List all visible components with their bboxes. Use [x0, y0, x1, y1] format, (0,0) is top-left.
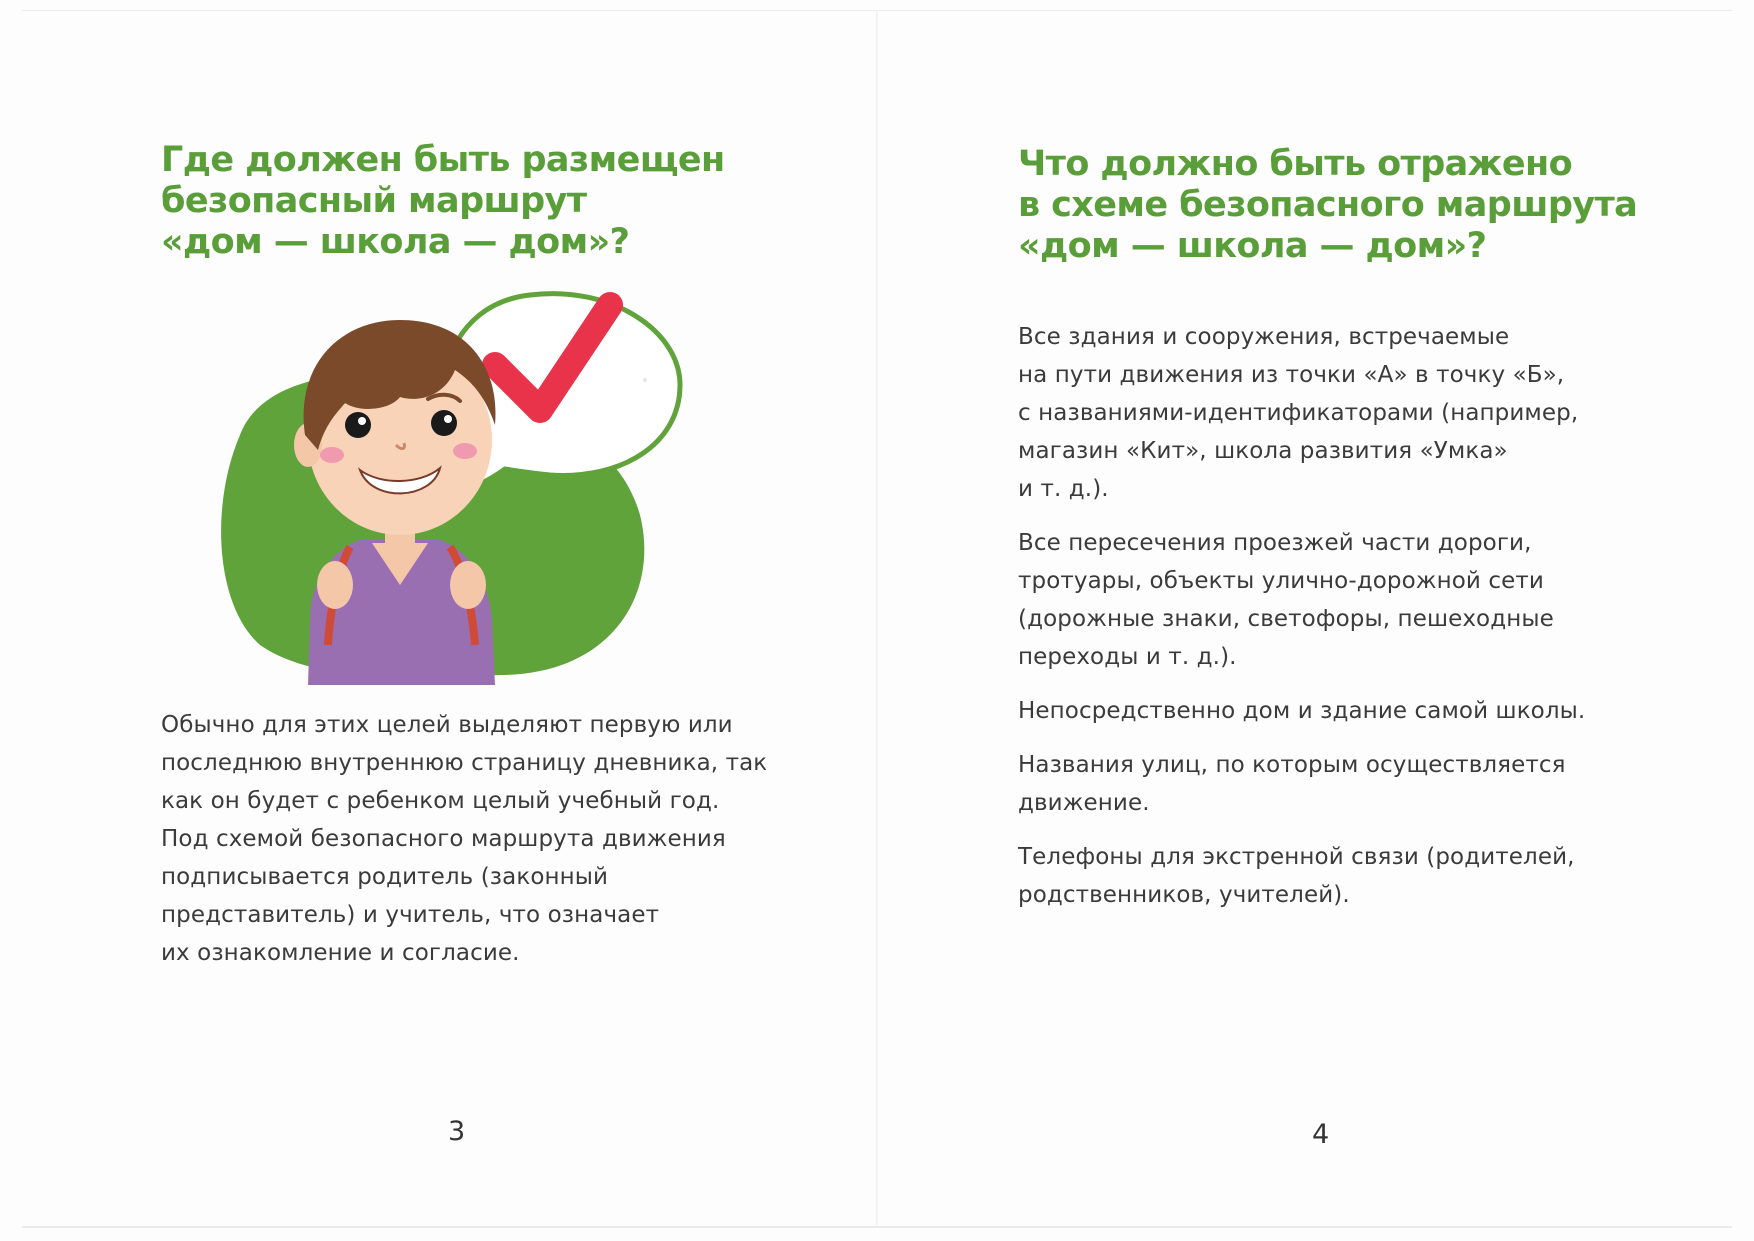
paragraph-phones: [1018, 838, 1585, 914]
left-page: [0, 0, 876, 1241]
heading-line: «дом — школа — дом»?: [161, 222, 630, 262]
body-line: Все здания и сооружения, встречаемые: [1018, 324, 1510, 350]
left-page-body: [161, 706, 767, 972]
body-line: и т. д.).: [1018, 476, 1109, 502]
body-line: как он будет с ребенком целый учебный год.: [161, 788, 720, 814]
body-line: на пути движения из точки «А» в точку «Б»,: [1018, 362, 1565, 388]
body-line: переходы и т. д.).: [1018, 644, 1237, 670]
body-line: Непосредственно дом и здание самой школы.: [1018, 698, 1586, 724]
body-line: Телефоны для экстренной связи (родителей,: [1018, 844, 1575, 870]
body-line: представитель) и учитель, что означает: [161, 902, 660, 928]
body-line: родственников, учителей).: [1018, 882, 1350, 908]
right-page-body: [1018, 318, 1585, 930]
body-line: движение.: [1018, 790, 1150, 816]
body-line: Все пересечения проезжей части дороги,: [1018, 530, 1532, 556]
body-line: подписывается родитель (законный: [161, 864, 609, 890]
body-line: Под схемой безопасного маршрута движения: [161, 826, 726, 852]
page-number: 4: [1312, 1119, 1330, 1150]
body-line: (дорожные знаки, светофоры, пешеходные: [1018, 606, 1554, 632]
paragraph-buildings: [1018, 318, 1585, 508]
body-line: тротуары, объекты улично-дорожной сети: [1018, 568, 1544, 594]
right-page: [878, 0, 1754, 1241]
body-line: Обычно для этих целей выделяют первую или: [161, 712, 733, 738]
paragraph-street-names: [1018, 746, 1585, 822]
body-line: с названиями-идентификаторами (например,: [1018, 400, 1579, 426]
left-page-heading: [161, 140, 725, 263]
body-line: магазин «Кит», школа развития «Умка»: [1018, 438, 1508, 464]
body-line: последнюю внутреннюю страницу дневника, так: [161, 750, 768, 776]
right-page-heading: [1018, 144, 1637, 267]
heading-line: Где должен быть размещен: [161, 140, 725, 180]
body-line: Названия улиц, по которым осуществляется: [1018, 752, 1566, 778]
body-line: их ознакомление и согласие.: [161, 940, 520, 966]
paragraph-home-school: [1018, 692, 1585, 730]
page-number: 3: [448, 1116, 466, 1147]
heading-line: «дом — школа — дом»?: [1018, 226, 1487, 266]
heading-line: безопасный маршрут: [161, 181, 587, 221]
child-with-checkmark-illustration: [200, 285, 720, 685]
paragraph-crossings: [1018, 524, 1585, 676]
heading-line: в схеме безопасного маршрута: [1018, 185, 1638, 225]
heading-line: Что должно быть отражено: [1018, 144, 1573, 184]
